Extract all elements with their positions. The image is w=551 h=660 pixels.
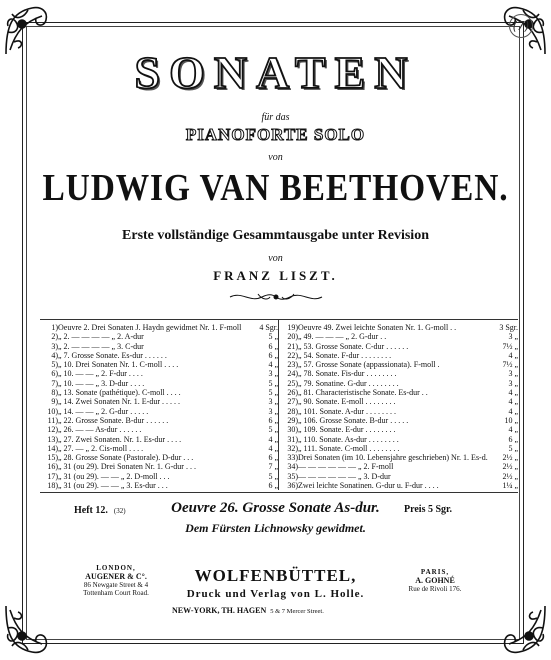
pub-left-city: LONDON, xyxy=(96,564,136,572)
table-row xyxy=(40,342,278,351)
work-title: „ 109. Sonate. E-dur . . . . . . . . xyxy=(298,425,396,435)
table-bottom-rule xyxy=(40,492,518,493)
work-title: — — — — — — „ 3. D-dur xyxy=(298,471,391,481)
table-row xyxy=(280,444,518,453)
work-price: 1¼ „ xyxy=(502,481,518,491)
work-price: 6 „ xyxy=(268,350,278,360)
works-list-right xyxy=(280,323,518,490)
work-title: „ 101. Sonate. A-dur . . . . . . . . xyxy=(298,406,396,416)
work-price: 2½ „ xyxy=(502,462,518,472)
work-price: 4 Sgr. xyxy=(259,323,278,332)
table-row xyxy=(40,425,278,434)
work-title: Zwei leichte Sonatinen. G-dur u. F-dur . . . . xyxy=(298,481,439,491)
work-price: 4 „ xyxy=(268,434,278,444)
table-row xyxy=(40,351,278,360)
work-number: 35) xyxy=(287,471,298,481)
work-price: 2½ „ xyxy=(502,471,518,481)
pub-left-name: AUGENER & C°. xyxy=(85,572,147,581)
work-number: 15) xyxy=(47,453,58,463)
work-number: 26) xyxy=(287,388,298,398)
work-price: 4 „ xyxy=(268,443,278,453)
work-number: 31) xyxy=(287,434,298,444)
table-row xyxy=(280,388,518,397)
price: Preis 5 Sgr. xyxy=(404,504,453,515)
work-number: 30) xyxy=(287,425,298,435)
work-number: 18) xyxy=(47,481,58,491)
work-number: 23) xyxy=(287,360,298,370)
work-price: 2½ „ xyxy=(502,453,518,463)
work-price: 3 „ xyxy=(508,378,518,388)
pub-right-name: A. GOHNÉ xyxy=(415,576,455,585)
work-price: 3 „ xyxy=(508,332,518,342)
work-title: „ 54. Sonate. F-dur . . . . . . . . xyxy=(298,350,392,360)
table-row xyxy=(280,407,518,416)
work-title: „ 111. Sonate. C-moll . . . . . . . . xyxy=(298,443,400,453)
work-number: 22) xyxy=(287,350,298,360)
work-number: 34) xyxy=(287,462,298,472)
work-price: 5 „ xyxy=(268,378,278,388)
work-title: „ 106. Grosse Sonate. B-dur . . . . . xyxy=(298,415,409,425)
table-row xyxy=(40,407,278,416)
table-row xyxy=(40,332,278,341)
pub-left-address: 86 Newgate Street & 4 Tottenham Court Road. xyxy=(83,581,149,597)
work-price: 6 „ xyxy=(268,453,278,463)
pub-right-city: PARIS, xyxy=(420,568,450,576)
table-row xyxy=(40,472,278,481)
work-price: 4 „ xyxy=(268,360,278,370)
work-price: 5 „ xyxy=(268,332,278,342)
work-title: „ 49. — — — „ 2. G-dur . . xyxy=(298,332,387,342)
work-number: 20) xyxy=(287,332,298,342)
work-title: „ 10. Drei Sonaten Nr. 1. C-moll . . . . xyxy=(58,360,179,370)
table-row xyxy=(40,435,278,444)
work-title: „ 2. — — — — „ 3. C-dur xyxy=(58,341,144,351)
work-price: 5 „ xyxy=(508,443,518,453)
work-number: 36) xyxy=(287,481,298,491)
work-title: „ 57. Grosse Sonate (appassionata). F-moll . xyxy=(298,360,440,370)
corner-ornament-icon xyxy=(2,602,58,658)
publisher-newyork xyxy=(172,606,324,615)
work-title: Drei Sonaten (im 10. Lebensjahre geschrieben) Nr. 1. Es-d. xyxy=(298,453,488,463)
table-row xyxy=(280,332,518,341)
work-title: „ 31 (ou 29). Drei Sonaten Nr. 1. G-dur . . . xyxy=(58,462,196,472)
work-price: 6 „ xyxy=(508,434,518,444)
table-row xyxy=(40,481,278,490)
work-number: 12) xyxy=(47,425,58,435)
work-price: 4 „ xyxy=(508,350,518,360)
work-title: „ 81. Characteristische Sonate. Es-dur . . xyxy=(298,388,428,398)
work-price: 3 Sgr. xyxy=(499,323,518,332)
pub-ny-name: NEW-YORK, TH. HAGEN xyxy=(172,606,267,615)
table-row xyxy=(280,472,518,481)
table-row xyxy=(280,397,518,406)
heft-label: Heft 12. xyxy=(74,505,108,516)
work-price: 3 „ xyxy=(268,369,278,379)
work-number: 13) xyxy=(47,434,58,444)
flourish-ornament-icon xyxy=(228,290,324,304)
work-title: „ 10. — — „ 2. F-dur . . . . xyxy=(58,369,143,379)
publisher-right xyxy=(400,568,470,593)
work-number: 19) xyxy=(287,323,298,332)
table-row xyxy=(280,453,518,462)
featured-work: Oeuvre 26. Grosse Sonate As-dur. xyxy=(171,500,380,516)
table-row xyxy=(40,453,278,462)
edition-subtitle: Erste vollständige Gesammtausgabe unter Revision xyxy=(122,228,429,243)
work-title: „ 78. Sonate. Fis-dur . . . . . . . . xyxy=(298,369,397,379)
table-row xyxy=(280,379,518,388)
table-row xyxy=(40,397,278,406)
pub-ny-address: 5 & 7 Mercer Street. xyxy=(270,608,324,615)
page-title: SONATEN xyxy=(134,47,417,98)
work-title: „ 28. Grosse Sonate (Pastorale). D-dur . . . xyxy=(58,453,194,463)
von-text: von xyxy=(268,253,283,264)
work-title: „ 79. Sonatine. G-dur . . . . . . . . xyxy=(298,378,399,388)
work-price: 6 „ xyxy=(268,415,278,425)
work-number: 10) xyxy=(47,406,58,416)
table-row xyxy=(280,360,518,369)
work-number: 11) xyxy=(47,415,58,425)
work-title: „ 22. Grosse Sonate. B-dur . . . . . . xyxy=(58,415,169,425)
work-title: — — — — — — „ 2. F-moll xyxy=(298,462,394,472)
work-title: „ 26. — — As-dur . . . . . . xyxy=(58,425,142,435)
table-row xyxy=(280,342,518,351)
work-number: 14) xyxy=(47,443,58,453)
pub-right-address: Rue de Rivoli 176. xyxy=(408,585,462,593)
work-number: 3) xyxy=(51,341,58,351)
work-title: „ 31 (ou 29). — — „ 2. D-moll . . . xyxy=(58,471,170,481)
work-title: „ 14. Zwei Sonaten Nr. 1. E-dur . . . . . xyxy=(58,397,180,407)
work-price: 7 „ xyxy=(268,462,278,472)
table-row xyxy=(40,379,278,388)
table-row xyxy=(280,351,518,360)
table-row xyxy=(280,323,518,332)
editor-name: FRANZ LISZT. xyxy=(213,268,338,283)
work-price: 5 „ xyxy=(268,388,278,398)
table-row xyxy=(40,444,278,453)
work-title: „ 2. — — — — „ 2. A-dur xyxy=(58,332,144,342)
table-row xyxy=(40,416,278,425)
work-title: „ 14. — — „ 2. G-dur . . . . . xyxy=(58,406,149,416)
work-title: „ 53. Grosse Sonate. C-dur . . . . . . xyxy=(298,341,409,351)
work-number: 29) xyxy=(287,415,298,425)
heft-small: (32) xyxy=(113,507,126,515)
work-number: 4) xyxy=(51,350,58,360)
instrument-heading: PIANOFORTE SOLO xyxy=(185,125,366,144)
work-title: Oeuvre 49. Zwei leichte Sonaten Nr. 1. G-moll . . xyxy=(298,323,457,332)
table-row xyxy=(280,435,518,444)
work-number: 32) xyxy=(287,443,298,453)
work-title: Oeuvre 2. Drei Sonaten J. Haydn gewidmet Nr. 1. F-moll xyxy=(58,323,242,332)
table-row xyxy=(40,462,278,471)
dedication: Dem Fürsten Lichnowsky gewidmet. xyxy=(185,521,366,535)
fur-das-text: für das xyxy=(261,112,290,123)
work-title: „ 110. Sonate. As-dur . . . . . . . . xyxy=(298,434,399,444)
publisher-city: WOLFENBÜTTEL, xyxy=(194,566,357,585)
corner-ornament-icon xyxy=(493,602,549,658)
work-number: 17) xyxy=(47,471,58,481)
work-price: 3 „ xyxy=(268,406,278,416)
work-title: „ 27. — „ 2. Cis-moll . . . . xyxy=(58,443,144,453)
work-price: 6 „ xyxy=(268,341,278,351)
work-price: 4 „ xyxy=(508,406,518,416)
table-row xyxy=(280,416,518,425)
work-price: 7½ „ xyxy=(502,360,518,370)
work-title: „ 13. Sonate (pathétique). C-moll . . . . xyxy=(58,388,181,398)
table-row xyxy=(40,369,278,378)
work-number: 6) xyxy=(51,369,58,379)
table-row xyxy=(280,369,518,378)
work-price: 10 „ xyxy=(504,415,518,425)
work-title: „ 10. — — „ 3. D-dur . . . . xyxy=(58,378,145,388)
work-title: „ 90. Sonate. E-moll . . . . . . . . xyxy=(298,397,396,407)
composer-name: LUDWIG VAN BEETHOVEN. xyxy=(42,167,509,209)
work-price: 4 „ xyxy=(508,388,518,398)
work-number: 8) xyxy=(51,388,58,398)
work-number: 24) xyxy=(287,369,298,379)
work-number: 33) xyxy=(287,453,298,463)
catalog-mark: (7) xyxy=(509,14,533,38)
work-price: 7½ „ xyxy=(502,341,518,351)
table-row xyxy=(40,360,278,369)
work-price: 5 „ xyxy=(268,471,278,481)
work-number: 7) xyxy=(51,378,58,388)
work-number: 25) xyxy=(287,378,298,388)
table-row xyxy=(40,388,278,397)
work-price: 6 „ xyxy=(268,481,278,491)
work-number: 9) xyxy=(51,397,58,407)
work-number: 16) xyxy=(47,462,58,472)
work-number: 1) xyxy=(51,323,58,332)
work-number: 28) xyxy=(287,406,298,416)
work-title: „ 27. Zwei Sonaten. Nr. 1. Es-dur . . . . xyxy=(58,434,182,444)
work-price: 3 „ xyxy=(268,397,278,407)
work-price: 4 „ xyxy=(508,425,518,435)
work-number: 27) xyxy=(287,397,298,407)
printer-line: Druck und Verlag von L. Holle. xyxy=(186,588,365,600)
works-list-left xyxy=(40,323,278,490)
work-price: 3 „ xyxy=(508,369,518,379)
work-title: „ 7. Grosse Sonate. Es-dur . . . . . . xyxy=(58,350,167,360)
column-divider xyxy=(278,320,279,490)
table-row xyxy=(280,425,518,434)
von-text: von xyxy=(268,152,283,163)
work-title: „ 31 (ou 29). — — „ 3. Es-dur . . . xyxy=(58,481,168,491)
work-number: 2) xyxy=(51,332,58,342)
work-number: 5) xyxy=(51,360,58,370)
work-number: 21) xyxy=(287,341,298,351)
table-top-rule xyxy=(40,319,518,320)
table-row xyxy=(280,462,518,471)
work-price: 5 „ xyxy=(268,425,278,435)
table-row xyxy=(40,323,278,332)
work-price: 4 „ xyxy=(508,397,518,407)
table-row xyxy=(280,481,518,490)
